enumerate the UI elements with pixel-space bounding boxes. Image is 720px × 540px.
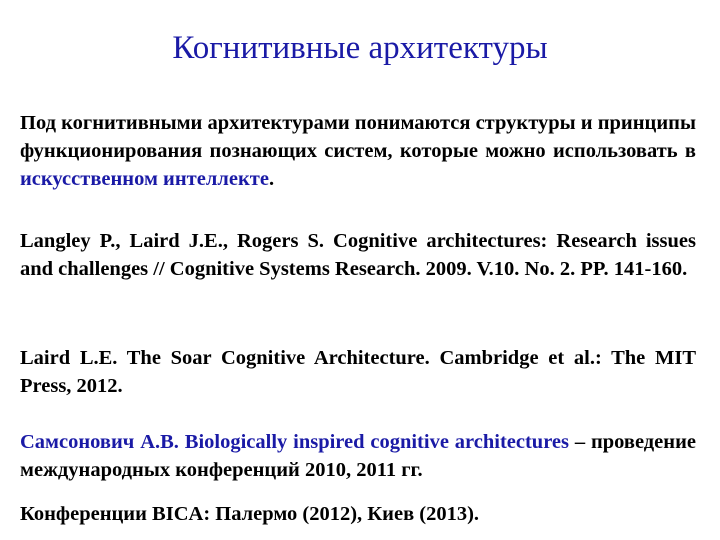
samsonovich-highlight: Самсонович А.В. Biologically inspired cognitive architectures — [20, 431, 570, 453]
ai-link[interactable]: искусственном интеллекте — [20, 168, 269, 190]
samsonovich-rest: – проведение международных конференций 2010, 2011 гг. — [20, 431, 696, 481]
definition-end: . — [268, 168, 275, 190]
reference-langley: Langley P., Laird J.E., Rogers S. Cognitive architectures: Research issues and challenges // Cognitive Systems Research. 2009. V.10. No. 2. PP. 141-160. — [20, 230, 696, 280]
reference-samsonovich — [20, 428, 696, 484]
conferences-line: Конференции BICA: Палермо (2012), Киев (2013). — [20, 503, 480, 525]
definition-text: Под когнитивными архитектурами понимаются структуры и принципы функционирования познающих систем, которые можно использовать в — [20, 112, 696, 162]
slide-title: Когнитивные архитектуры — [172, 30, 548, 66]
reference-laird: Laird L.E. The Soar Cognitive Architecture. Cambridge et al.: The MIT Press, 2012. — [20, 347, 696, 397]
definition-paragraph — [20, 109, 696, 193]
